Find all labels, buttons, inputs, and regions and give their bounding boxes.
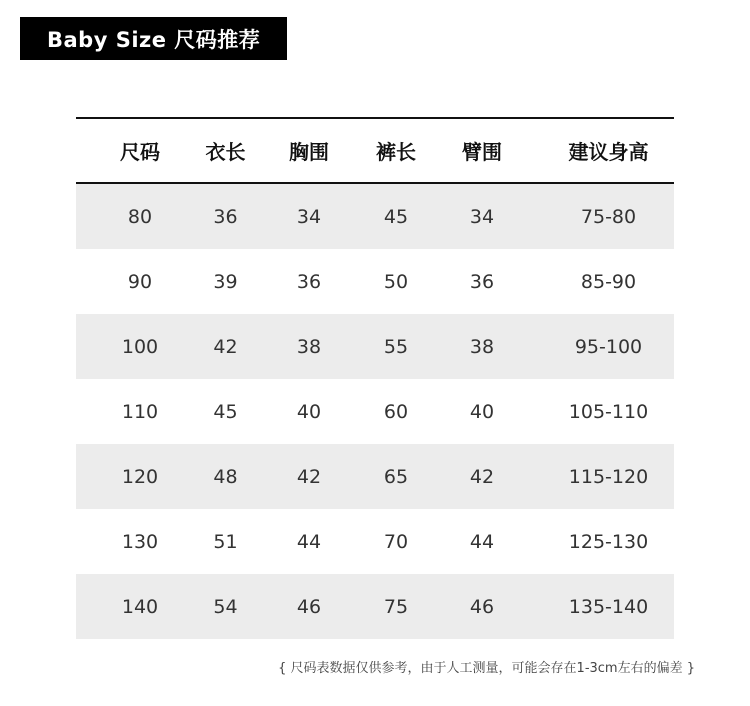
header-size: 尺码 [120,140,160,164]
cell-pants-length: 65 [383,465,409,488]
cell-size: 130 [121,530,159,553]
cell-arm: 44 [469,530,495,553]
table-row [76,509,674,574]
size-table [76,117,674,639]
cell-arm: 40 [469,400,495,423]
cell-chest: 44 [296,530,322,553]
header-length: 衣长 [205,140,246,164]
cell-size: 120 [121,465,159,488]
table-row [76,314,674,379]
cell-size: 90 [127,270,153,293]
cell-pants-length: 50 [383,270,409,293]
cell-pants-length: 75 [383,595,409,618]
cell-arm: 46 [469,595,495,618]
cell-height: 95-100 [574,335,643,358]
cell-arm: 42 [469,465,495,488]
cell-height: 105-110 [568,400,649,423]
cell-height: 125-130 [568,530,649,553]
cell-length: 39 [213,270,238,293]
cell-chest: 36 [296,270,322,293]
table-body [76,184,674,639]
cell-size: 110 [121,400,159,423]
cell-pants-length: 60 [383,400,409,423]
header-arm: 臂围 [462,140,502,164]
table-row [76,184,674,249]
cell-arm: 34 [469,205,495,228]
cell-height: 85-90 [580,270,637,293]
cell-pants-length: 55 [383,335,409,358]
header-chest: 胸围 [289,140,329,164]
cell-chest: 34 [296,205,322,228]
cell-size: 100 [121,335,159,358]
cell-length: 45 [213,400,238,423]
cell-length: 51 [213,530,238,553]
page-title: Baby Size 尺码推荐 [20,17,287,60]
table-header-row [76,117,674,184]
footnote: { 尺码表数据仅供参考，由于人工测量，可能会存在1-3cm左右的偏差 } [278,661,695,676]
table-row [76,249,674,314]
cell-pants-length: 70 [383,530,409,553]
table-row [76,574,674,639]
cell-arm: 38 [469,335,495,358]
cell-chest: 40 [296,400,322,423]
cell-height: 75-80 [580,205,637,228]
cell-arm: 36 [469,270,495,293]
cell-length: 54 [213,595,238,618]
table-row [76,379,674,444]
cell-size: 140 [121,595,159,618]
header-pants-length: 裤长 [376,140,416,164]
header-height: 建议身高 [568,140,649,164]
cell-height: 135-140 [568,595,649,618]
cell-length: 36 [213,205,238,228]
cell-chest: 46 [296,595,322,618]
cell-height: 115-120 [568,465,649,488]
cell-chest: 38 [296,335,322,358]
cell-length: 42 [213,335,238,358]
cell-length: 48 [213,465,238,488]
cell-pants-length: 45 [383,205,409,228]
table-row [76,444,674,509]
cell-chest: 42 [296,465,322,488]
cell-size: 80 [127,205,153,228]
